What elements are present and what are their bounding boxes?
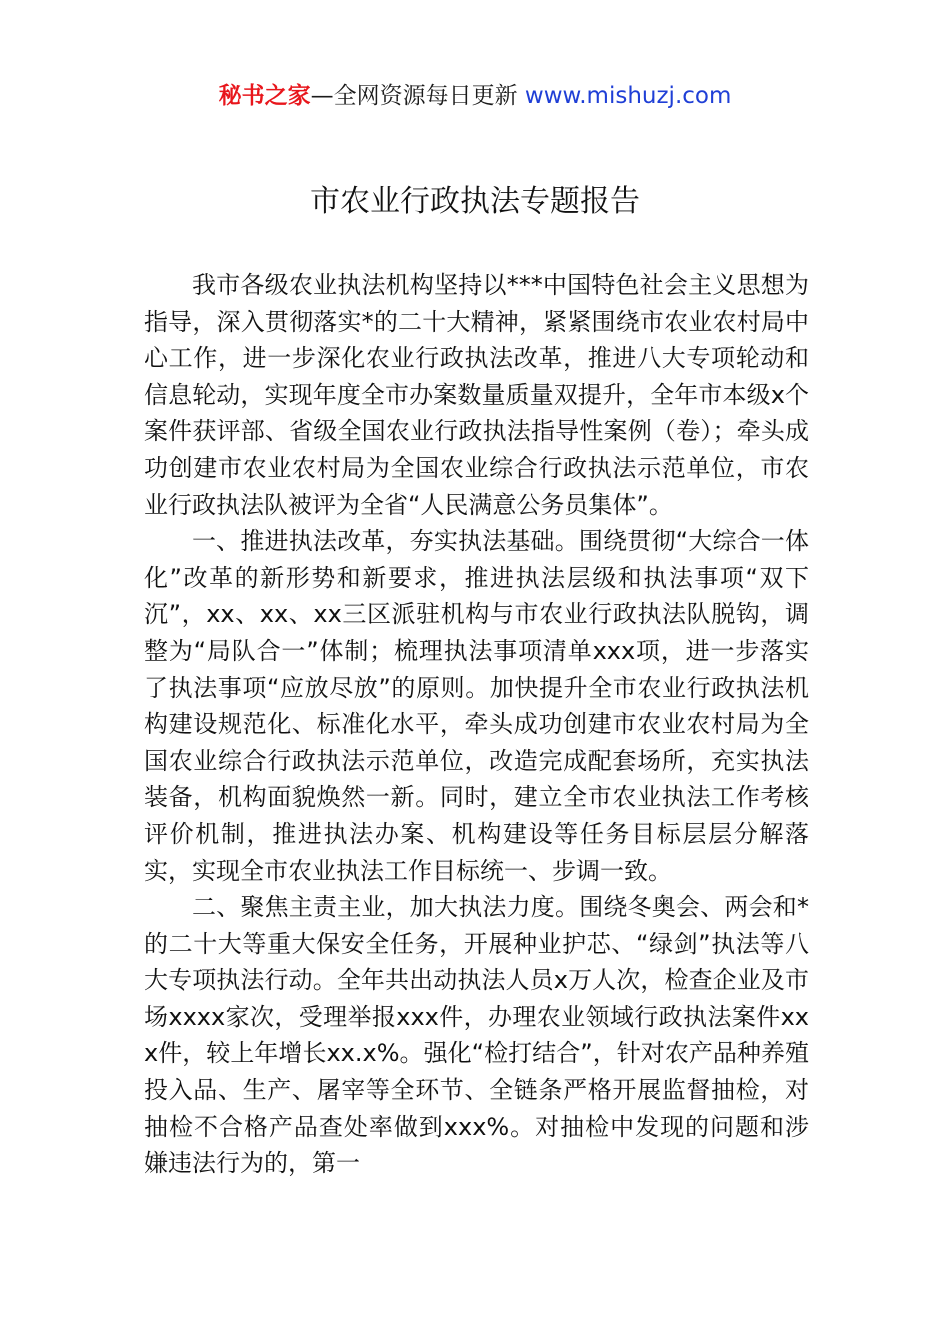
site-tagline: —全网资源每日更新 — [310, 83, 525, 109]
document-body — [144, 267, 809, 1182]
site-brand: 秘书之家 — [218, 83, 311, 109]
site-header — [0, 80, 950, 112]
document-title: 市农业行政执法专题报告 — [310, 184, 640, 219]
paragraph-section-1: 一、推进执法改革，夯实执法基础。围绕贯彻“大综合一体化”改革的新形势和新要求，推进执法层级和执法事项“双下沉”，xx、xx、xx三区派驻机构与市农业行政执法队脱钩，调整为“局队合一”体制；梳理执法事项清单xxx项，进一步落实了执法事项“应放尽放”的原则。加快提升全市农业行政执法机构建设规范化、标准化水平，牵头成功创建市农业农村局为全国农业综合行政执法示范单位，改造完成配套场所，充实执法装备，机构面貌焕然一新。同时，建立全市农业执法工作考核评价机制，推进执法办案、机构建设等任务目标层层分解落实，实现全市农业执法工作目标统一、步调一致。 — [144, 527, 809, 885]
site-url-link[interactable]: www.mishuzj.com — [524, 83, 732, 109]
paragraph-section-2: 二、聚焦主责主业，加大执法力度。围绕冬奥会、两会和*的二十大等重大保安全任务，开展种业护芯、“绿剑”执法等八大专项执法行动。全年共出动执法人员x万人次，检查企业及市场xxxx家次，受理举报xxx件，办理农业领域行政执法案件xxx件，较上年增长xx.x%。强化“检打结合”，针对农产品种养殖投入品、生产、屠宰等全环节、全链条严格开展监督抽检，对抽检不合格产品查处率做到xxx%。对抽检中发现的问题和涉嫌违法行为的，第一 — [144, 893, 809, 1178]
paragraph-intro: 我市各级农业执法机构坚持以***中国特色社会主义思想为指导，深入贯彻落实*的二十大精神，紧紧围绕市农业农村局中心工作，进一步深化农业行政执法改革，推进八大专项轮动和信息轮动，实现年度全市办案数量质量双提升，全年市本级x个案件获评部、省级全国农业行政执法指导性案例（卷）；牵头成功创建市农业农村局为全国农业综合行政执法示范单位，市农业行政执法队被评为全省“人民满意公务员集体”。 — [144, 271, 809, 519]
